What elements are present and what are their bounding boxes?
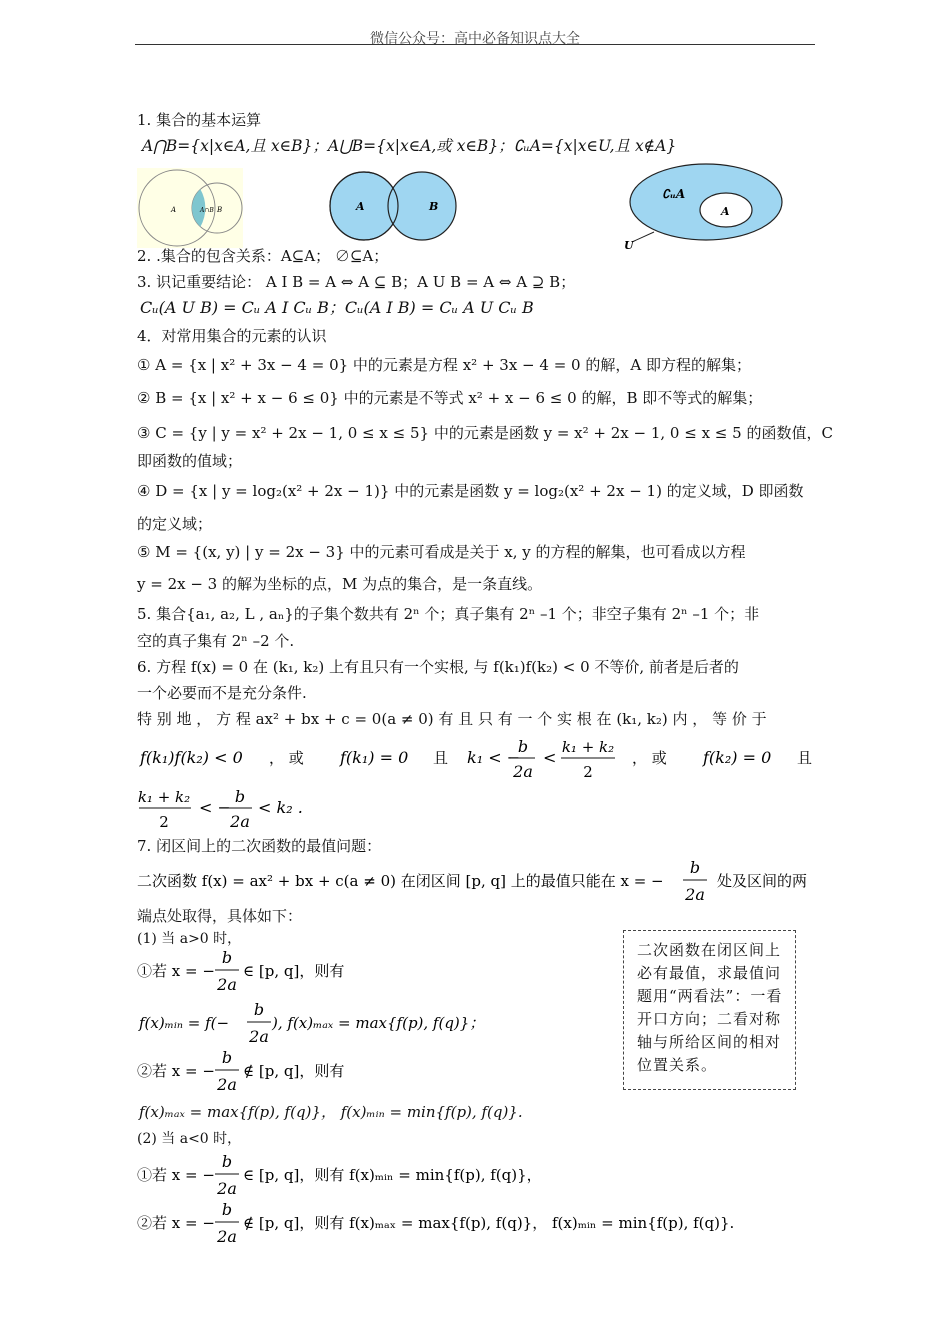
c1i1f-frac-den: 2a	[249, 1027, 269, 1046]
section-4-item5-line2: y = 2x − 3 的解为坐标的点，M 为点的集合，是一条直线。	[137, 575, 543, 593]
section-1-title: 1. 集合的基本运算	[137, 111, 262, 129]
page-header: 微信公众号：高中必备知识点大全	[370, 31, 580, 47]
c1i2-text-b: ∉ [p, q]，则有	[243, 1062, 345, 1080]
venn2-label-b: B	[429, 200, 439, 213]
section-3-line2: Cᵤ(A U B) = Cᵤ A I Cᵤ B；Cᵤ(A I B) = Cᵤ A U Cᵤ B	[140, 298, 534, 317]
cond2-lt-neg: < −	[199, 798, 231, 817]
c1i1f-frac-num: b	[253, 1000, 265, 1019]
cond-k1-lt: k₁ < −	[467, 748, 521, 767]
case-1-heading: (1) 当 a>0 时，	[137, 931, 242, 947]
section-6-conditions	[137, 736, 817, 784]
section-6-conditions-cont	[137, 786, 337, 834]
venn3-label-cua: ∁ᵤA	[662, 187, 686, 201]
cond-and-2: 且	[797, 749, 813, 767]
c1i1-frac-den: 2a	[217, 975, 237, 994]
cond-frac-k-den: 2	[583, 763, 593, 781]
c2i1-text-b: ∈ [p, q]，则有 f(x)ₘᵢₙ = min{f(p), f(q)}，	[243, 1166, 542, 1184]
c2i1-frac-den: 2a	[217, 1179, 237, 1198]
venn1-background	[137, 168, 243, 248]
header-rule	[135, 44, 815, 45]
case-2-heading: (2) 当 a<0 时，	[137, 1131, 242, 1147]
cond-frac-b-den: 2a	[513, 762, 533, 781]
section-4-item4-line1: ④ D = {x | y = log₂(x² + 2x − 1)} 中的元素是函数 y = log₂(x² + 2x − 1) 的定义域，D 即函数	[137, 482, 804, 500]
c1i2-frac-num: b	[221, 1048, 233, 1067]
intro-frac-den: 2a	[685, 885, 705, 904]
case1-item2-result: f(x)ₘₐₓ = max{f(p), f(q)}， f(x)ₘᵢₙ = min{f(p), f(q)}.	[139, 1103, 523, 1121]
venn-complement-diagram	[622, 162, 794, 252]
cond-frac-k-num: k₁ + k₂	[561, 738, 615, 756]
section-7-intro	[137, 854, 817, 906]
section-3-line1: 3. 识记重要结论： A I B = A ⇔ A ⊆ B；A U B = A ⇔ A ⊇ B；	[137, 273, 576, 291]
venn3-label-a: A	[721, 205, 730, 218]
set-operations-formula: A⋂B={x|x∈A,且 x∈B}；A⋃B={x|x∈A,或 x∈B}；∁ᵤA={x|x∈U,且 x∉A}	[142, 137, 677, 155]
section-4-item1: ① A = {x | x² + 3x − 4 = 0} 中的元素是方程 x² + 3x − 4 = 0 的解，A 即方程的解集；	[137, 356, 751, 374]
case1-item1-result	[137, 998, 557, 1048]
c2i2-text-b: ∉ [p, q]，则有 f(x)ₘₐₓ = max{f(p), f(q)}， f(x)ₘᵢₙ = min{f(p), f(q)}.	[243, 1214, 735, 1232]
venn3-label-u: U	[624, 239, 634, 252]
section-7-title: 7. 闭区间上的二次函数的最值问题：	[137, 837, 382, 855]
section-5-line2: 空的真子集有 2ⁿ –2 个.	[137, 632, 295, 650]
c2i2-frac-den: 2a	[217, 1227, 237, 1246]
section-4-item4-line2: 的定义域；	[137, 515, 213, 533]
section-4-item5-line1: ⑤ M = {(x, y) | y = 2x − 3} 中的元素可看成是关于 x, y 的方程的解集，也可看成以方程	[137, 543, 746, 561]
case2-item1	[137, 1150, 817, 1200]
c1i1-text-a: ①若 x = −	[137, 962, 215, 980]
cond2-frac-b-den: 2a	[230, 812, 250, 831]
c2i1-frac-num: b	[221, 1152, 233, 1171]
intro-text-a: 二次函数 f(x) = ax² + bx + c(a ≠ 0) 在闭区间 [p, q] 上的最值只能在 x = −	[137, 872, 664, 890]
c1i2-text-a: ②若 x = −	[137, 1062, 215, 1080]
section-4-item3-line1: ③ C = {y | y = x² + 2x − 1, 0 ≤ x ≤ 5} 中的元素是函数 y = x² + 2x − 1, 0 ≤ x ≤ 5 的函数值，C	[137, 424, 833, 442]
venn-intersection-diagram	[137, 168, 243, 248]
section-7-intro-cont: 端点处取得，具体如下：	[137, 907, 303, 925]
cond-or-1: ， 或	[269, 749, 304, 767]
intro-text-b: 处及区间的两	[717, 872, 808, 890]
case1-item1	[137, 948, 537, 998]
cond-or-2: ， 或	[632, 749, 667, 767]
cond-lt: <	[543, 748, 557, 767]
section-4-item3-line2: 即函数的值域；	[137, 452, 243, 470]
section-6-line1: 6. 方程 f(x) = 0 在 (k₁, k₂) 上有且只有一个实根, 与 f(k₁)f(k₂) < 0 不等价, 前者是后者的	[137, 658, 739, 676]
c2i2-frac-num: b	[221, 1200, 233, 1219]
section-4-item2: ② B = {x | x² + x − 6 ≤ 0} 中的元素是不等式 x² + x − 6 ≤ 0 的解，B 即不等式的解集；	[137, 389, 763, 407]
cond-fk2-zero: f(k₂) = 0	[703, 748, 772, 767]
cond2-frac-k-num: k₁ + k₂	[137, 788, 191, 806]
c1i1f-text-a: f(x)ₘᵢₙ = f(−	[139, 1014, 230, 1032]
cond-frac-b-num: b	[517, 737, 529, 756]
c1i1f-text-b: ), f(x)ₘₐₓ = max{f(p), f(q)}；	[272, 1014, 485, 1032]
section-5-line1: 5. 集合{a₁, a₂, L , aₙ}的子集个数共有 2ⁿ 个；真子集有 2ⁿ –1 个；非空子集有 2ⁿ –1 个；非	[137, 605, 760, 623]
tip-note-box: 二次函数在闭区间上必有最值，求最值问题用“两看法”：一看开口方向；二看对称轴与所给区间的相对位置关系。	[623, 930, 796, 1090]
c1i2-frac-den: 2a	[217, 1075, 237, 1094]
section-4-title: 4．对常用集合的元素的认识	[137, 327, 327, 345]
case2-item2	[137, 1198, 817, 1250]
case1-item2	[137, 1046, 537, 1096]
venn1-label-ab: A∩B	[200, 207, 214, 214]
c1i1-text-b: ∈ [p, q]，则有	[243, 962, 345, 980]
cond-product-negative: f(k₁)f(k₂) < 0	[140, 748, 243, 767]
section-6-line2: 一个必要而不是充分条件.	[137, 684, 307, 702]
c1i1-frac-num: b	[221, 948, 233, 967]
venn2-label-a: A	[356, 200, 365, 213]
section-6-line3: 特 别 地 ， 方 程 ax² + bx + c = 0(a ≠ 0) 有 且 只 有 一 个 实 根 在 (k₁, k₂) 内 ， 等 价 于	[137, 710, 767, 728]
c2i2-text-a: ②若 x = −	[137, 1214, 215, 1232]
c2i1-text-a: ①若 x = −	[137, 1166, 215, 1184]
venn1-label-b: B	[217, 206, 223, 214]
section-2: 2. .集合的包含关系：A⊆A； ∅⊆A；	[137, 247, 389, 265]
cond2-frac-b-num: b	[234, 787, 246, 806]
venn-union-diagram	[328, 168, 458, 246]
venn3-u-pointer	[632, 232, 654, 242]
cond2-frac-k-den: 2	[159, 813, 169, 831]
cond-fk1-zero: f(k₁) = 0	[340, 748, 409, 767]
venn1-label-a: A	[171, 206, 177, 214]
intro-frac-num: b	[689, 858, 701, 877]
cond-and-1: 且	[433, 749, 449, 767]
cond2-lt-k2: < k₂ .	[258, 798, 303, 817]
